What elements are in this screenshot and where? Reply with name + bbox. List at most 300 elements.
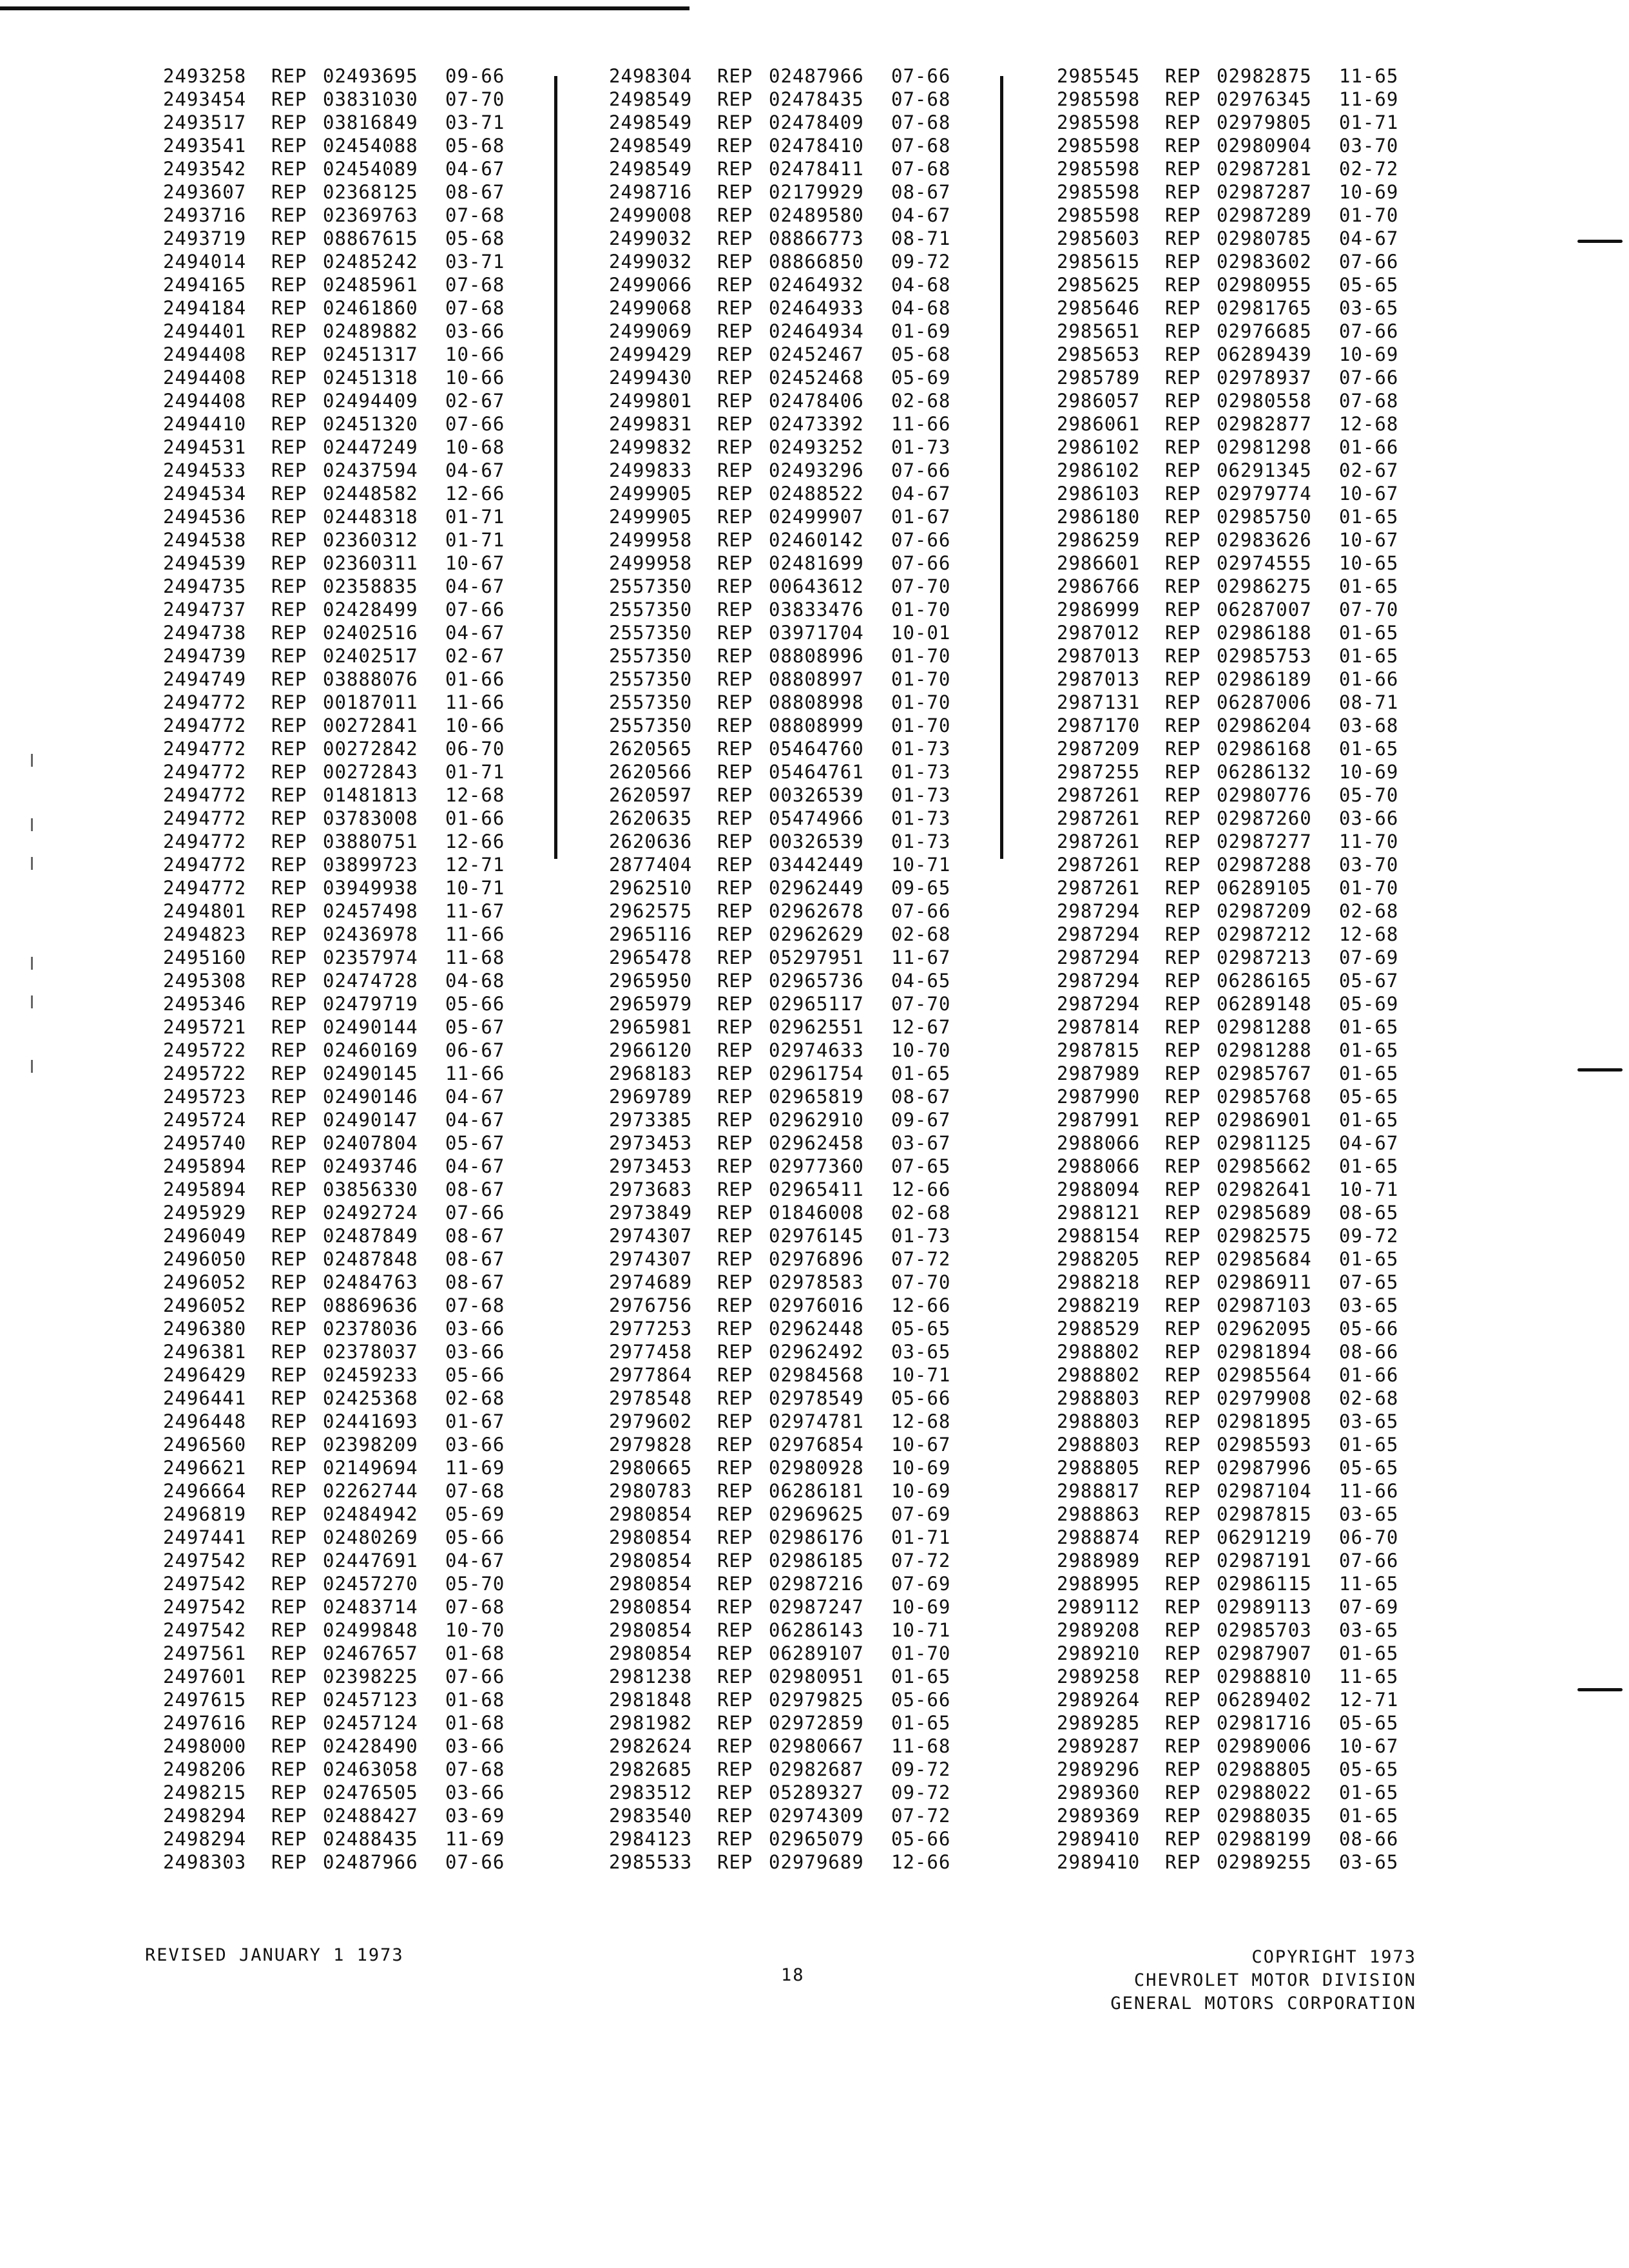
rep-code: REP — [717, 715, 753, 736]
rep-code: REP — [271, 1039, 307, 1061]
part-number: 2498294 — [163, 1828, 247, 1850]
part-number: 2986061 — [1057, 413, 1141, 435]
date-code: 01-70 — [891, 668, 951, 690]
table-row — [163, 1665, 627, 1688]
replacement-number: 02979805 — [1217, 111, 1312, 133]
rep-code: REP — [1165, 1155, 1201, 1177]
date-code: 01-71 — [891, 1526, 951, 1548]
date-code: 01-65 — [1339, 1016, 1399, 1038]
table-row — [163, 1572, 627, 1595]
replacement-number: 05464761 — [769, 761, 864, 783]
date-code: 01-71 — [445, 761, 505, 783]
table-row — [609, 64, 1073, 88]
replacement-number: 00272841 — [323, 715, 418, 736]
replacement-number: 02984568 — [769, 1364, 864, 1386]
table-row — [609, 899, 1073, 923]
part-number: 2988218 — [1057, 1271, 1141, 1293]
replacement-number: 02262744 — [323, 1480, 418, 1502]
date-code: 02-67 — [445, 645, 505, 667]
replacement-number: 00326539 — [769, 784, 864, 806]
date-code: 04-67 — [445, 575, 505, 597]
replacement-number: 02358835 — [323, 575, 418, 597]
date-code: 11-66 — [445, 923, 505, 945]
part-number: 2979828 — [609, 1434, 693, 1456]
part-number: 2988803 — [1057, 1410, 1141, 1432]
table-row — [163, 157, 627, 180]
rep-code: REP — [717, 1712, 753, 1734]
date-code: 03-68 — [1339, 715, 1399, 736]
rep-code: REP — [271, 483, 307, 505]
replacement-number: 02987996 — [1217, 1457, 1312, 1479]
replacement-number: 02985753 — [1217, 645, 1312, 667]
rep-code: REP — [271, 993, 307, 1015]
replacement-number: 02987247 — [769, 1596, 864, 1618]
table-row — [1057, 552, 1521, 575]
rep-code: REP — [717, 1271, 753, 1293]
replacement-number: 02357974 — [323, 947, 418, 968]
part-number: 2969789 — [609, 1086, 693, 1108]
replacement-number: 06286165 — [1217, 970, 1312, 992]
replacement-number: 03783008 — [323, 807, 418, 829]
date-code: 11-68 — [891, 1735, 951, 1757]
date-code: 04-67 — [445, 622, 505, 644]
part-number: 2496052 — [163, 1294, 247, 1316]
table-row — [1057, 853, 1521, 876]
part-number: 2987989 — [1057, 1062, 1141, 1084]
replacement-number: 02428490 — [323, 1735, 418, 1757]
date-code: 03-71 — [445, 251, 505, 273]
table-row — [163, 1781, 627, 1804]
part-number: 2499832 — [609, 436, 693, 458]
replacement-number: 02982575 — [1217, 1225, 1312, 1247]
replacement-number: 02461860 — [323, 297, 418, 319]
date-code: 01-66 — [445, 807, 505, 829]
replacement-number: 02457124 — [323, 1712, 418, 1734]
replacement-number: 06289148 — [1217, 993, 1312, 1015]
date-code: 12-68 — [445, 784, 505, 806]
column-1 — [163, 64, 627, 1874]
rep-code: REP — [1165, 367, 1201, 389]
part-number: 2496050 — [163, 1248, 247, 1270]
rep-code: REP — [271, 970, 307, 992]
replacement-number: 02452468 — [769, 367, 864, 389]
table-row — [163, 1758, 627, 1781]
part-number: 2494738 — [163, 622, 247, 644]
replacement-number: 02962458 — [769, 1132, 864, 1154]
rep-code: REP — [717, 1178, 753, 1200]
replacement-number: 02985768 — [1217, 1086, 1312, 1108]
rep-code: REP — [1165, 111, 1201, 133]
date-code: 01-65 — [891, 1666, 951, 1687]
replacement-number: 02987103 — [1217, 1294, 1312, 1316]
table-row — [1057, 1224, 1521, 1247]
table-row — [609, 412, 1073, 436]
date-code: 07-66 — [445, 599, 505, 620]
date-code: 10-69 — [1339, 761, 1399, 783]
part-number: 2977253 — [609, 1318, 693, 1340]
table-row — [1057, 899, 1521, 923]
rep-code: REP — [717, 599, 753, 620]
part-number: 2985598 — [1057, 135, 1141, 157]
table-row — [609, 1085, 1073, 1108]
date-code: 11-70 — [1339, 831, 1399, 852]
table-row — [163, 737, 627, 760]
replacement-number: 06287006 — [1217, 691, 1312, 713]
replacement-number: 08808999 — [769, 715, 864, 736]
table-row — [163, 1619, 627, 1642]
table-row — [1057, 1711, 1521, 1735]
rep-code: REP — [271, 1109, 307, 1131]
part-number: 2494408 — [163, 367, 247, 389]
rep-code: REP — [717, 1225, 753, 1247]
part-number: 2620597 — [609, 784, 693, 806]
part-number: 2988817 — [1057, 1480, 1141, 1502]
date-code: 07-66 — [1339, 1550, 1399, 1571]
rep-code: REP — [717, 413, 753, 435]
date-code: 05-70 — [1339, 784, 1399, 806]
rep-code: REP — [717, 552, 753, 574]
replacement-number: 08808998 — [769, 691, 864, 713]
table-row — [1057, 389, 1521, 412]
replacement-number: 02986168 — [1217, 738, 1312, 760]
table-row — [163, 505, 627, 528]
rep-code: REP — [717, 761, 753, 783]
table-row — [1057, 482, 1521, 505]
date-code: 02-68 — [445, 1387, 505, 1409]
date-code: 07-65 — [1339, 1271, 1399, 1293]
table-row — [163, 273, 627, 296]
date-code: 04-68 — [891, 297, 951, 319]
part-number: 2988802 — [1057, 1364, 1141, 1386]
part-number: 2497616 — [163, 1712, 247, 1734]
rep-code: REP — [717, 854, 753, 876]
table-row — [609, 1572, 1073, 1595]
table-row — [1057, 88, 1521, 111]
table-row — [1057, 1479, 1521, 1503]
rep-code: REP — [1165, 877, 1201, 899]
part-number: 2987013 — [1057, 645, 1141, 667]
date-code: 11-69 — [445, 1457, 505, 1479]
rep-code: REP — [717, 88, 753, 110]
part-number: 2497601 — [163, 1666, 247, 1687]
replacement-number: 02962910 — [769, 1109, 864, 1131]
table-row — [609, 1224, 1073, 1247]
replacement-number: 02965079 — [769, 1828, 864, 1850]
rep-code: REP — [717, 1735, 753, 1757]
replacement-number: 02965411 — [769, 1178, 864, 1200]
part-number: 2497542 — [163, 1573, 247, 1595]
table-row — [1057, 644, 1521, 668]
replacement-number: 08808997 — [769, 668, 864, 690]
part-number: 2499831 — [609, 413, 693, 435]
date-code: 10-67 — [891, 1434, 951, 1456]
date-code: 02-68 — [891, 1202, 951, 1224]
table-row — [609, 714, 1073, 737]
replacement-number: 00187011 — [323, 691, 418, 713]
part-number: 2499958 — [609, 552, 693, 574]
date-code: 01-66 — [1339, 436, 1399, 458]
replacement-number: 02989113 — [1217, 1596, 1312, 1618]
replacement-number: 02499907 — [769, 506, 864, 528]
replacement-number: 02493746 — [323, 1155, 418, 1177]
date-code: 01-73 — [891, 761, 951, 783]
replacement-number: 02460169 — [323, 1039, 418, 1061]
rep-code: REP — [271, 854, 307, 876]
rep-code: REP — [717, 1109, 753, 1131]
rep-code: REP — [1165, 1573, 1201, 1595]
date-code: 05-68 — [445, 135, 505, 157]
part-number: 2973453 — [609, 1155, 693, 1177]
date-code: 10-65 — [1339, 552, 1399, 574]
part-number: 2989208 — [1057, 1619, 1141, 1641]
rep-code: REP — [271, 575, 307, 597]
date-code: 10-66 — [445, 367, 505, 389]
rep-code: REP — [1165, 1178, 1201, 1200]
replacement-number: 02976345 — [1217, 88, 1312, 110]
replacement-number: 02986176 — [769, 1526, 864, 1548]
rep-code: REP — [1165, 65, 1201, 87]
rep-code: REP — [271, 1016, 307, 1038]
rep-code: REP — [1165, 691, 1201, 713]
part-number: 2494749 — [163, 668, 247, 690]
table-row — [609, 737, 1073, 760]
date-code: 02-68 — [1339, 900, 1399, 922]
part-number: 2498215 — [163, 1782, 247, 1803]
rep-code: REP — [1165, 1410, 1201, 1432]
replacement-number: 06286132 — [1217, 761, 1312, 783]
replacement-number: 02982875 — [1217, 65, 1312, 87]
edge-mark — [1577, 1688, 1623, 1691]
date-code: 08-67 — [891, 181, 951, 203]
part-number: 2494735 — [163, 575, 247, 597]
rep-code: REP — [1165, 1526, 1201, 1548]
part-number: 2982624 — [609, 1735, 693, 1757]
date-code: 01-67 — [891, 506, 951, 528]
date-code: 07-68 — [445, 1480, 505, 1502]
rep-code: REP — [271, 227, 307, 249]
rep-code: REP — [717, 1294, 753, 1316]
date-code: 10-01 — [891, 622, 951, 644]
date-code: 01-68 — [445, 1712, 505, 1734]
part-number: 2496049 — [163, 1225, 247, 1247]
date-code: 04-67 — [445, 1086, 505, 1108]
rep-code: REP — [717, 1062, 753, 1084]
table-row — [163, 134, 627, 157]
rep-code: REP — [717, 1341, 753, 1363]
date-code: 11-66 — [445, 691, 505, 713]
rep-code: REP — [1165, 599, 1201, 620]
date-code: 01-70 — [891, 599, 951, 620]
part-number: 2988802 — [1057, 1341, 1141, 1363]
date-code: 08-71 — [1339, 691, 1399, 713]
part-number: 2988219 — [1057, 1294, 1141, 1316]
rep-code: REP — [271, 1503, 307, 1525]
part-number: 2985545 — [1057, 65, 1141, 87]
date-code: 11-68 — [445, 947, 505, 968]
date-code: 03-66 — [445, 1341, 505, 1363]
replacement-number: 02987907 — [1217, 1642, 1312, 1664]
replacement-number: 02402517 — [323, 645, 418, 667]
part-number: 2496560 — [163, 1434, 247, 1456]
date-code: 01-73 — [891, 738, 951, 760]
part-number: 2979602 — [609, 1410, 693, 1432]
part-number: 2498549 — [609, 88, 693, 110]
part-number: 2493454 — [163, 88, 247, 110]
part-number: 2989296 — [1057, 1758, 1141, 1780]
rep-code: REP — [1165, 297, 1201, 319]
replacement-number: 02425368 — [323, 1387, 418, 1409]
part-number: 2493541 — [163, 135, 247, 157]
rep-code: REP — [1165, 668, 1201, 690]
replacement-number: 06289402 — [1217, 1689, 1312, 1711]
page-number: 18 — [781, 1965, 805, 1985]
part-number: 2986057 — [1057, 390, 1141, 412]
part-number: 2494408 — [163, 343, 247, 365]
table-row — [163, 111, 627, 134]
rep-code: REP — [1165, 1271, 1201, 1293]
table-row — [163, 830, 627, 853]
replacement-number: 02980955 — [1217, 274, 1312, 296]
replacement-number: 02986275 — [1217, 575, 1312, 597]
part-number: 2620636 — [609, 831, 693, 852]
date-code: 11-69 — [1339, 88, 1399, 110]
date-code: 11-67 — [445, 900, 505, 922]
replacement-number: 02484763 — [323, 1271, 418, 1293]
replacement-number: 02979774 — [1217, 483, 1312, 505]
replacement-number: 02488435 — [323, 1828, 418, 1850]
table-row — [163, 1340, 627, 1363]
table-row — [609, 1781, 1073, 1804]
table-row — [1057, 227, 1521, 250]
replacement-number: 02979689 — [769, 1851, 864, 1873]
replacement-number: 02981765 — [1217, 297, 1312, 319]
replacement-number: 02464934 — [769, 320, 864, 342]
replacement-number: 02478410 — [769, 135, 864, 157]
part-number: 2494737 — [163, 599, 247, 620]
rep-code: REP — [717, 1503, 753, 1525]
part-number: 2989264 — [1057, 1689, 1141, 1711]
table-row — [163, 1456, 627, 1479]
copyright-line: COPYRIGHT 1973 — [1251, 1947, 1416, 1967]
table-row — [609, 691, 1073, 714]
part-number: 2978548 — [609, 1387, 693, 1409]
replacement-number: 02983626 — [1217, 529, 1312, 551]
part-number: 2499430 — [609, 367, 693, 389]
date-code: 10-69 — [891, 1480, 951, 1502]
table-row — [609, 482, 1073, 505]
replacement-number: 03856330 — [323, 1178, 418, 1200]
part-number: 2980665 — [609, 1457, 693, 1479]
rep-code: REP — [717, 738, 753, 760]
part-number: 2557350 — [609, 645, 693, 667]
part-number: 2988154 — [1057, 1225, 1141, 1247]
replacement-number: 05464760 — [769, 738, 864, 760]
table-row — [163, 1433, 627, 1456]
rep-code: REP — [1165, 947, 1201, 968]
date-code: 03-71 — [445, 111, 505, 133]
replacement-number: 02457123 — [323, 1689, 418, 1711]
replacement-number: 02378037 — [323, 1341, 418, 1363]
replacement-number: 01481813 — [323, 784, 418, 806]
rep-code: REP — [717, 204, 753, 226]
date-code: 10-70 — [445, 1619, 505, 1641]
table-row — [163, 644, 627, 668]
rep-code: REP — [1165, 575, 1201, 597]
rep-code: REP — [717, 274, 753, 296]
table-row — [1057, 1572, 1521, 1595]
replacement-number: 02460142 — [769, 529, 864, 551]
rep-code: REP — [1165, 645, 1201, 667]
margin-tick — [31, 818, 33, 831]
part-number: 2497441 — [163, 1526, 247, 1548]
part-number: 2965950 — [609, 970, 693, 992]
rep-code: REP — [271, 1410, 307, 1432]
table-row — [1057, 1665, 1521, 1688]
part-number: 2988803 — [1057, 1387, 1141, 1409]
date-code: 07-70 — [891, 1271, 951, 1293]
date-code: 01-65 — [1339, 738, 1399, 760]
rep-code: REP — [271, 1735, 307, 1757]
date-code: 04-67 — [445, 1109, 505, 1131]
part-number: 2493607 — [163, 181, 247, 203]
part-number: 2988989 — [1057, 1550, 1141, 1571]
date-code: 10-70 — [891, 1039, 951, 1061]
part-number: 2499069 — [609, 320, 693, 342]
date-code: 05-65 — [1339, 1712, 1399, 1734]
replacement-number: 02972859 — [769, 1712, 864, 1734]
date-code: 01-65 — [1339, 1109, 1399, 1131]
replacement-number: 03888076 — [323, 668, 418, 690]
rep-code: REP — [717, 1619, 753, 1641]
date-code: 07-66 — [445, 413, 505, 435]
rep-code: REP — [271, 1666, 307, 1687]
replacement-number: 02459233 — [323, 1364, 418, 1386]
replacement-number: 02965819 — [769, 1086, 864, 1108]
rep-code: REP — [717, 668, 753, 690]
part-number: 2496052 — [163, 1271, 247, 1293]
part-number: 2983540 — [609, 1805, 693, 1827]
rep-code: REP — [717, 251, 753, 273]
date-code: 07-68 — [891, 135, 951, 157]
table-row — [609, 1503, 1073, 1526]
date-code: 02-68 — [1339, 1387, 1399, 1409]
replacement-number: 03971704 — [769, 622, 864, 644]
table-row — [609, 923, 1073, 946]
date-code: 05-66 — [445, 993, 505, 1015]
date-code: 07-68 — [445, 274, 505, 296]
rep-code: REP — [271, 1480, 307, 1502]
rep-code: REP — [271, 1155, 307, 1177]
rep-code: REP — [717, 970, 753, 992]
date-code: 10-69 — [891, 1596, 951, 1618]
rep-code: REP — [271, 1434, 307, 1456]
table-row — [1057, 1201, 1521, 1224]
replacement-number: 02982641 — [1217, 1178, 1312, 1200]
date-code: 03-66 — [445, 1782, 505, 1803]
part-number: 2493542 — [163, 158, 247, 180]
date-code: 05-67 — [445, 1132, 505, 1154]
date-code: 04-67 — [891, 483, 951, 505]
part-number: 2495929 — [163, 1202, 247, 1224]
replacement-number: 02981125 — [1217, 1132, 1312, 1154]
date-code: 12-68 — [1339, 413, 1399, 435]
table-row — [163, 180, 627, 204]
table-row — [609, 992, 1073, 1015]
table-row — [1057, 1108, 1521, 1131]
table-row — [609, 1178, 1073, 1201]
part-number: 2989410 — [1057, 1851, 1141, 1873]
replacement-number: 02986188 — [1217, 622, 1312, 644]
